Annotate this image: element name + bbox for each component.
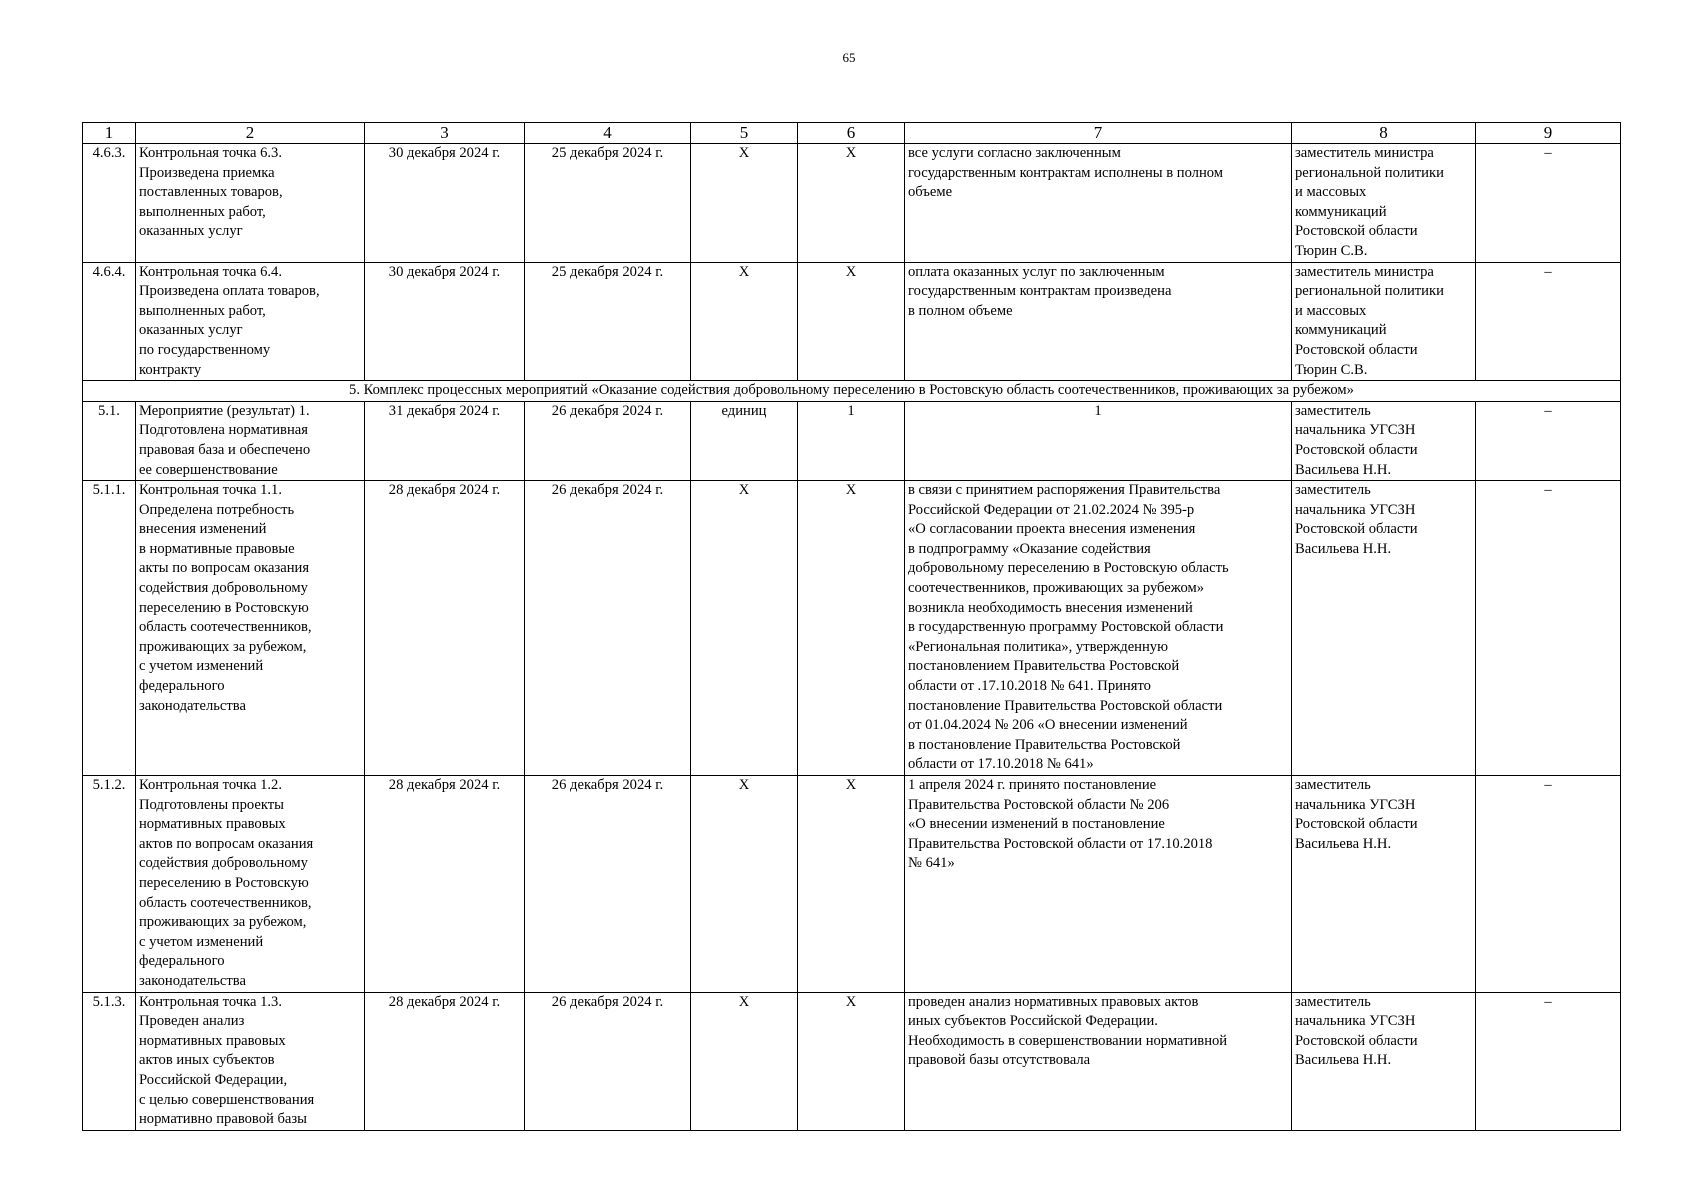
item-name (136, 262, 365, 381)
responsible-line: и массовых (1295, 184, 1367, 201)
item-name-line: Контрольная точка 6.4. (139, 263, 282, 280)
section-title: 5. Комплекс процессных мероприятий «Оказание содействия добровольному переселению в Ростовскую область соотечественников, проживающих за рубежом» (83, 381, 1621, 402)
item-name-line: проживающих за рубежом, (139, 914, 307, 931)
item-name-line: внесения изменений (139, 521, 267, 538)
item-name-line: с целью совершенствования (139, 1091, 315, 1108)
responsible-line: и массовых (1295, 302, 1367, 319)
column-number: 2 (136, 123, 365, 144)
plan-value: Х (798, 481, 905, 776)
responsible-line: Васильева Н.Н. (1295, 461, 1392, 478)
plan-date: 30 декабря 2024 г. (365, 262, 525, 381)
responsible-line: начальника УГСЗН (1295, 501, 1416, 518)
item-name-line: Контрольная точка 1.1. (139, 482, 282, 499)
item-name-line: нормативных правовых (139, 1032, 286, 1049)
status-line: области от .17.10.2018 № 641. Принято (908, 678, 1151, 695)
responsible-line: Ростовской области (1295, 341, 1418, 358)
column-number: 8 (1292, 123, 1476, 144)
status-line: Российской Федерации от 21.02.2024 № 395-р (908, 501, 1195, 518)
item-name-line: переселению в Ростовскую (139, 874, 309, 891)
item-name-line: поставленных товаров, (139, 184, 283, 201)
responsible-line: Ростовской области (1295, 223, 1418, 240)
responsible-line: заместитель министра (1295, 145, 1434, 161)
status-line: Правительства Ростовской области от 17.10.2018 (908, 835, 1213, 852)
status-line: проведен анализ нормативных правовых актов (908, 993, 1199, 1010)
plan-date: 28 декабря 2024 г. (365, 992, 525, 1130)
item-name-line: контракту (139, 361, 202, 378)
item-name-line: содействия добровольному (139, 580, 308, 597)
item-number: 5.1.1. (83, 481, 136, 776)
responsible-line: региональной политики (1295, 164, 1444, 181)
table-body (83, 123, 1621, 1131)
item-number: 4.6.4. (83, 262, 136, 381)
item-name-line: по государственному (139, 341, 271, 358)
fact-date: 26 декабря 2024 г. (525, 481, 691, 776)
plan-value: Х (798, 992, 905, 1130)
section-row (83, 381, 1621, 402)
note: – (1476, 262, 1621, 381)
status-line: «Региональная политика», утвержденную (908, 638, 1168, 655)
plan-value: Х (798, 776, 905, 993)
column-number: 9 (1476, 123, 1621, 144)
item-name-line: актов по вопросам оказания (139, 835, 314, 852)
responsible-line: Тюрин С.В. (1295, 361, 1368, 378)
status-line: постановление Правительства Ростовской области (908, 697, 1223, 714)
status-line: все услуги согласно заключенным (908, 145, 1121, 161)
unit: Х (691, 776, 798, 993)
item-name-line: оказанных услуг (139, 322, 243, 339)
item-name (136, 401, 365, 480)
item-name-line: Контрольная точка 1.2. (139, 777, 282, 793)
item-name-line: федерального (139, 678, 225, 695)
item-name-line: Российской Федерации, (139, 1071, 288, 1088)
unit: Х (691, 992, 798, 1130)
page-number: 65 (842, 50, 856, 65)
responsible-line: Ростовской области (1295, 441, 1418, 458)
responsible-line: коммуникаций (1295, 322, 1387, 339)
note: – (1476, 776, 1621, 993)
status-line: от 01.04.2024 № 206 «О внесении изменений (908, 717, 1188, 734)
table-row (83, 262, 1621, 381)
status-line: области от 17.10.2018 № 641» (908, 756, 1094, 773)
unit: Х (691, 481, 798, 776)
table-row (83, 776, 1621, 993)
status-line: государственным контрактам исполнены в полном (908, 164, 1224, 181)
status-text (905, 481, 1292, 776)
item-name-line: Контрольная точка 1.3. (139, 993, 282, 1010)
item-name-line: проживающих за рубежом, (139, 638, 307, 655)
plan-value: Х (798, 262, 905, 381)
item-name-line: Мероприятие (результат) 1. (139, 402, 310, 419)
status-line: в государственную программу Ростовской области (908, 619, 1224, 636)
table-row (83, 401, 1621, 480)
item-name-line: нормативных правовых (139, 816, 286, 833)
item-name-line: выполненных работ, (139, 203, 266, 220)
column-number: 5 (691, 123, 798, 144)
item-name-line: Контрольная точка 6.3. (139, 145, 282, 161)
responsible-line: начальника УГСЗН (1295, 422, 1416, 439)
status-line: постановлением Правительства Ростовской (908, 658, 1180, 675)
column-number: 3 (365, 123, 525, 144)
item-name-line: Определена потребность (139, 501, 295, 518)
responsible-person (1292, 262, 1476, 381)
item-name (136, 481, 365, 776)
note: – (1476, 481, 1621, 776)
item-name-line: ее совершенствование (139, 461, 278, 478)
table-row (83, 992, 1621, 1130)
responsible-line: Ростовской области (1295, 1032, 1418, 1049)
responsible-line: коммуникаций (1295, 203, 1387, 220)
status-line: «О внесении изменений в постановление (908, 816, 1165, 833)
item-number: 4.6.3. (83, 144, 136, 263)
fact-date: 26 декабря 2024 г. (525, 992, 691, 1130)
plan-value: Х (798, 144, 905, 263)
item-name-line: актов иных субъектов (139, 1052, 275, 1069)
item-number: 5.1. (83, 401, 136, 480)
status-line: объеме (908, 184, 953, 201)
note: – (1476, 992, 1621, 1130)
fact-date: 26 декабря 2024 г. (525, 401, 691, 480)
responsible-line: заместитель (1295, 777, 1371, 793)
unit: Х (691, 262, 798, 381)
item-name-line: область соотечественников, (139, 619, 312, 636)
item-name-line: Подготовлены проекты (139, 796, 284, 813)
plan-date: 30 декабря 2024 г. (365, 144, 525, 263)
responsible-line: начальника УГСЗН (1295, 796, 1416, 813)
item-name (136, 776, 365, 993)
responsible-line: заместитель (1295, 993, 1371, 1010)
status-text (905, 776, 1292, 993)
responsible-line: Васильева Н.Н. (1295, 540, 1392, 557)
status-line: иных субъектов Российской Федерации. (908, 1013, 1158, 1030)
item-name-line: Произведена приемка (139, 164, 275, 181)
column-number: 7 (905, 123, 1292, 144)
item-name-line: правовая база и обеспечено (139, 441, 311, 458)
status-line: в подпрограмму «Оказание содействия (908, 540, 1151, 557)
status-text (905, 262, 1292, 381)
responsible-person (1292, 401, 1476, 480)
item-name-line: область соотечественников, (139, 894, 312, 911)
fact-date: 25 декабря 2024 г. (525, 262, 691, 381)
responsible-line: региональной политики (1295, 283, 1444, 300)
item-name (136, 992, 365, 1130)
item-name-line: Подготовлена нормативная (139, 422, 308, 439)
status-line: добровольному переселению в Ростовскую область (908, 560, 1229, 577)
item-name-line: выполненных работ, (139, 302, 266, 319)
responsible-line: заместитель министра (1295, 263, 1434, 280)
responsible-line: Ростовской области (1295, 816, 1418, 833)
item-name-line: в нормативные правовые (139, 540, 295, 557)
item-name-line: Произведена оплата товаров, (139, 283, 320, 300)
item-name-line: Проведен анализ (139, 1013, 245, 1030)
status-line: в постановление Правительства Ростовской (908, 736, 1181, 753)
item-name-line: нормативно правовой базы (139, 1111, 307, 1128)
status-line: правовой базы отсутствовала (908, 1052, 1091, 1069)
item-name-line: законодательства (139, 972, 246, 989)
status-line: в связи с принятием распоряжения Правительства (908, 482, 1221, 499)
responsible-line: Тюрин С.В. (1295, 242, 1368, 259)
status-line: Правительства Ростовской области № 206 (908, 796, 1170, 813)
status-line: 1 апреля 2024 г. принято постановление (908, 777, 1157, 793)
status-text (905, 992, 1292, 1130)
table-row (83, 144, 1621, 263)
table-row (83, 481, 1621, 776)
item-name-line: акты по вопросам оказания (139, 560, 310, 577)
note: – (1476, 144, 1621, 263)
fact-date: 26 декабря 2024 г. (525, 776, 691, 993)
column-number: 1 (83, 123, 136, 144)
plan-value: 1 (798, 401, 905, 480)
status-text (905, 144, 1292, 263)
status-line: Необходимость в совершенствовании нормативной (908, 1032, 1228, 1049)
responsible-person (1292, 776, 1476, 993)
status-line: в полном объеме (908, 302, 1013, 319)
report-table (82, 122, 1621, 1131)
note: – (1476, 401, 1621, 480)
item-name-line: законодательства (139, 697, 246, 714)
column-number: 4 (525, 123, 691, 144)
plan-date: 31 декабря 2024 г. (365, 401, 525, 480)
status-text (905, 401, 1292, 480)
responsible-line: Васильева Н.Н. (1295, 1052, 1392, 1069)
column-number-row (83, 123, 1621, 144)
item-name-line: оказанных услуг (139, 223, 243, 240)
responsible-line: Ростовской области (1295, 521, 1418, 538)
status-line: оплата оказанных услуг по заключенным (908, 263, 1165, 280)
status-line: 1 (1094, 402, 1102, 419)
item-number: 5.1.3. (83, 992, 136, 1130)
item-name-line: переселению в Ростовскую (139, 599, 309, 616)
responsible-person (1292, 992, 1476, 1130)
status-line: государственным контрактам произведена (908, 283, 1172, 300)
status-line: № 641» (908, 855, 955, 872)
unit: единиц (691, 401, 798, 480)
responsible-line: Васильева Н.Н. (1295, 835, 1392, 852)
item-name-line: федерального (139, 953, 225, 970)
item-name-line: с учетом изменений (139, 658, 264, 675)
status-line: «О согласовании проекта внесения изменения (908, 521, 1196, 538)
responsible-line: начальника УГСЗН (1295, 1013, 1416, 1030)
item-name-line: содействия добровольному (139, 855, 308, 872)
plan-date: 28 декабря 2024 г. (365, 481, 525, 776)
unit: Х (691, 144, 798, 263)
responsible-line: заместитель (1295, 482, 1371, 499)
column-number: 6 (798, 123, 905, 144)
fact-date: 25 декабря 2024 г. (525, 144, 691, 263)
item-name-line: с учетом изменений (139, 933, 264, 950)
item-number: 5.1.2. (83, 776, 136, 993)
status-line: соотечественников, проживающих за рубежом» (908, 580, 1205, 597)
status-line: возникла необходимость внесения изменений (908, 599, 1193, 616)
responsible-line: заместитель (1295, 402, 1371, 419)
responsible-person (1292, 481, 1476, 776)
item-name (136, 144, 365, 263)
plan-date: 28 декабря 2024 г. (365, 776, 525, 993)
responsible-person (1292, 144, 1476, 263)
